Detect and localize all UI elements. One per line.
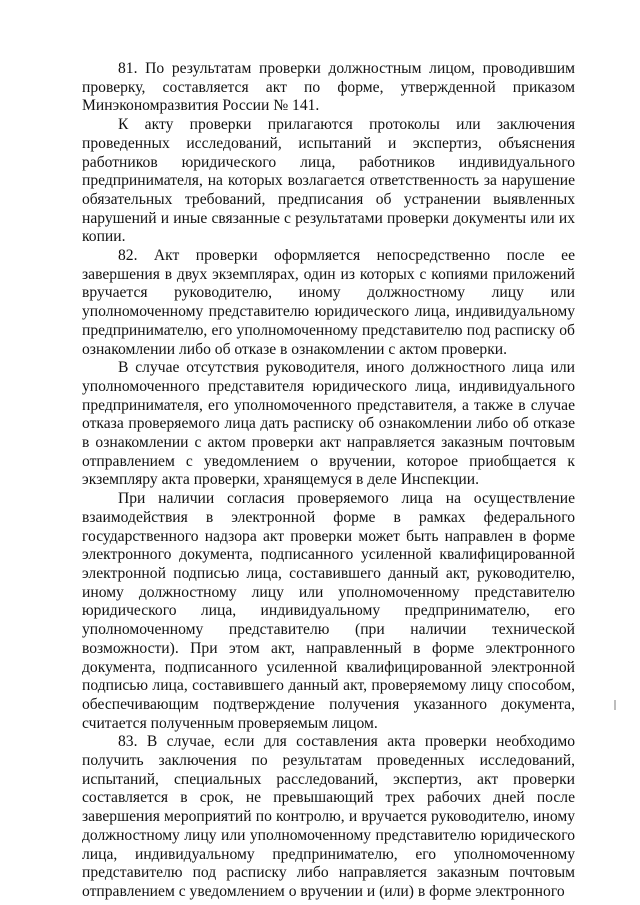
paragraph-81: 81. По результатам проверки должностным лицом, проводившим проверку, составляется акт по форме, утвержденной приказом Минэкономразвития России № 141. xyxy=(82,60,575,115)
paragraph-82: 82. Акт проверки оформляется непосредственно после ее завершения в двух экземплярах, один из которых с копиями приложений вручается руководителю, иному должностному лицу или уполномоченному представителю юридического лица, индивидуальному предпринимателю, его уполномоченному представителю под расписку об ознакомлении либо об отказе в ознакомлении с актом проверки. xyxy=(82,247,575,358)
paragraph-83: 83. В случае, если для составления акта проверки необходимо получить заключения по результатам проведенных исследований, испытаний, специальных расследований, экспертиз, акт проверки составляется в срок, не превышающий трех рабочих дней после завершения мероприятий по контролю, и вручается руководителю, иному должностному лицу или уполномоченному представителю юридического лица, индивидуальному предпринимателю, его уполномоченному представителю под расписку либо направляется заказным почтовым отправлением с уведомлением о вручении и (или) в форме электронного xyxy=(82,733,575,900)
paragraph-81-attachments: К акту проверки прилагаются протоколы или заключения проведенных исследований, испытаний и экспертиз, объяснения работников юридического лица, работников индивидуального предпринимателя, на которых возлагается ответственность за нарушение обязательных требований, предписания об устранении выявленных нарушений и иные связанные с результатами проверки документы или их копии. xyxy=(82,116,575,246)
paragraph-82-electronic: При наличии согласия проверяемого лица на осуществление взаимодействия в электронной форме в рамках федерального государственного надзора акт проверки может быть направлен в форме электронного документа, подписанного усиленной квалифицированной электронной подписью лица, составившего данный акт, руководителю, иному должностному лицу или уполномоченному представителю юридического лица, индивидуальному предпринимателю, его уполномоченному представителю (при наличии технической возможности). При этом акт, направленный в форме электронного документа, подписанного усиленной квалифицированной электронной подписью лица, составившего данный акт, проверяемому лицу способом, обеспечивающим подтверждение получения указанного документа, считается полученным проверяемым лицом. xyxy=(82,490,575,732)
scan-edge-mark xyxy=(614,700,616,710)
document-body xyxy=(82,60,575,902)
paragraph-82-absence: В случае отсутствия руководителя, иного должностного лица или уполномоченного представителя юридического лица, индивидуального предпринимателя, его уполномоченного представителя, а также в случае отказа проверяемого лица дать расписку об ознакомлении либо об отказе в ознакомлении с актом проверки акт направляется заказным почтовым отправлением с уведомлением о вручении, которое приобщается к экземпляру акта проверки, хранящемуся в деле Инспекции. xyxy=(82,359,575,489)
